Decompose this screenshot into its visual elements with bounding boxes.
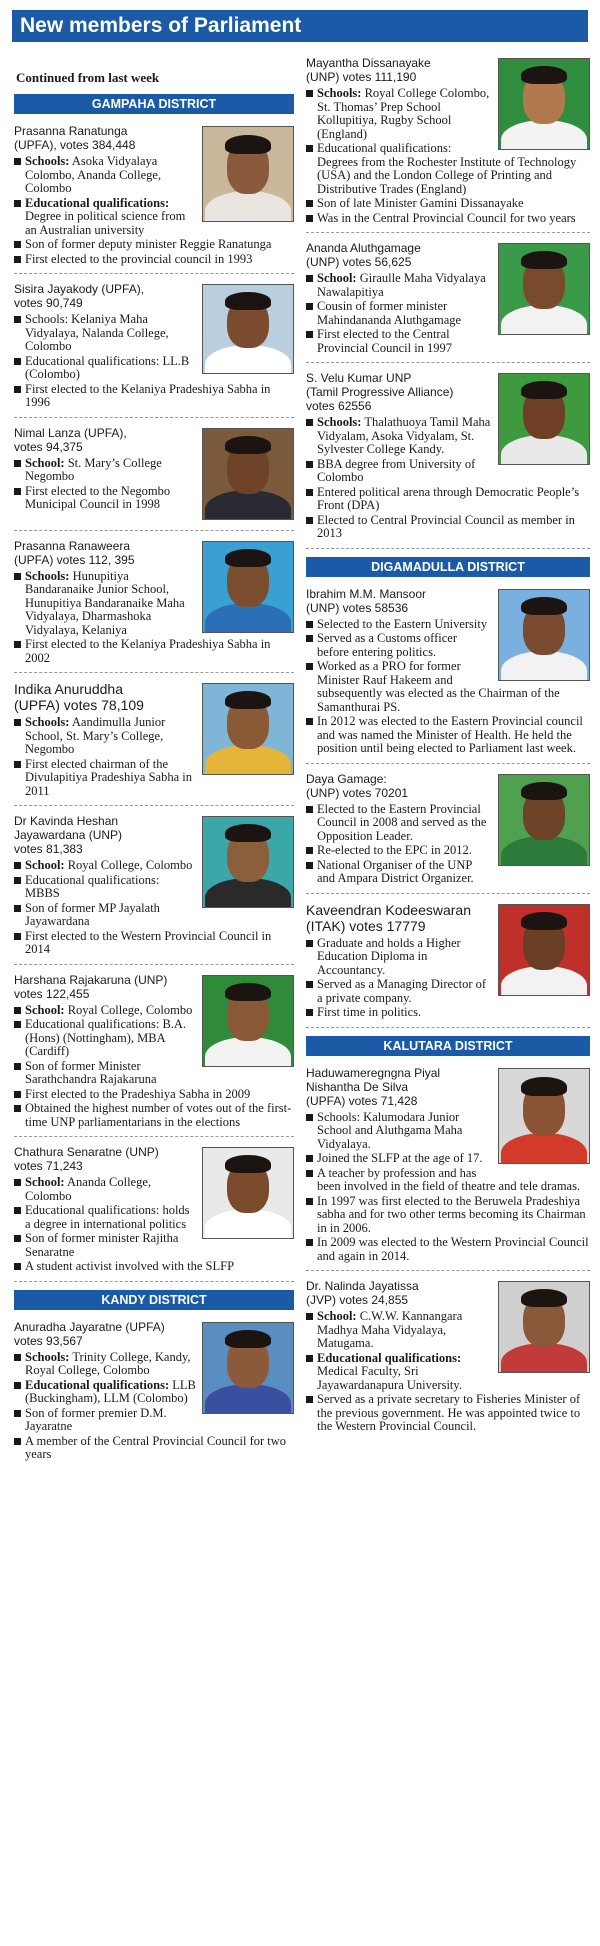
fact-item: [306, 1167, 590, 1194]
fact-text: Elected to Central Provincial Council as member in 2013: [317, 512, 575, 540]
fact-text: A teacher by profession and has been involved in the field of theatre and tele dramas.: [317, 1165, 581, 1193]
photo-hair: [225, 436, 271, 454]
fact-text: Son of former deputy minister Reggie Ranatunga: [25, 237, 272, 251]
fact-text: Son of former Minister Sarathchandra Rajakaruna: [25, 1058, 157, 1086]
left-column: [14, 60, 294, 1477]
fact-item: [14, 1232, 294, 1259]
fact-text: Royal College, Colombo: [64, 1002, 193, 1017]
member-facts: [306, 272, 590, 355]
member-facts: [14, 1351, 294, 1462]
fact-text: Ananda College, Colombo: [25, 1175, 152, 1203]
member-facts: [14, 859, 294, 957]
member-name-line: Nimal Lanza (UPFA),: [14, 425, 127, 440]
fact-label: Schools:: [25, 1349, 70, 1364]
fact-item: [306, 87, 590, 141]
member-facts: [306, 803, 590, 886]
continued-note: Continued from last week: [16, 70, 160, 85]
fact-text: Obtained the highest number of votes out of the first-time UNP parliamentarians in the elections: [25, 1101, 292, 1129]
member-facts: [14, 313, 294, 410]
member-entry: [14, 681, 294, 806]
fact-text: St. Mary’s College Negombo: [25, 455, 162, 483]
member-name-line: Dr Kavinda Heshan: [14, 814, 119, 828]
right-member-list: [306, 56, 590, 1441]
fact-item: [14, 1102, 294, 1129]
fact-text: Degree in political science from an Australian university: [25, 209, 186, 237]
fact-item: [14, 1351, 294, 1378]
member-name-line: Prasanna Ranaweera: [14, 538, 131, 553]
fact-label: Educational qualifications:: [25, 195, 170, 210]
fact-item: [14, 1260, 294, 1274]
fact-item: [306, 937, 590, 978]
fact-text: LLB (Buckingham), LLM (Colombo): [25, 1377, 196, 1405]
member-entry: [306, 371, 590, 549]
fact-item: [14, 716, 294, 757]
member-facts: [306, 1111, 590, 1264]
fact-item: [306, 486, 590, 513]
member-name-line: Chathura Senaratne (UNP): [14, 1145, 159, 1159]
member-name-line: Daya Gamage:: [306, 771, 387, 786]
fact-text: Royal College Colombo, St. Thomas’ Prep School Kollupitiya, Rugby School (England): [317, 86, 490, 141]
fact-text: First elected to the provincial council in 1993: [25, 251, 253, 266]
fact-item: [14, 253, 294, 267]
fact-text: C.W.W. Kannangara Madhya Maha Vidyalaya, Matugama.: [317, 1309, 463, 1350]
member-name-line: (UNP) votes 111,190: [306, 70, 417, 84]
fact-label: Schools:: [25, 154, 70, 168]
member-facts: [306, 618, 590, 756]
member-name-line: (UNP) votes 56,625: [306, 255, 412, 269]
fact-item: [306, 1393, 590, 1434]
fact-item: [14, 238, 294, 252]
member-facts: [14, 155, 294, 266]
member-entry: [14, 973, 294, 1138]
fact-item: [306, 212, 590, 226]
member-entry: [306, 587, 590, 764]
member-entry: [306, 1066, 590, 1272]
fact-text: In 2009 was elected to the Western Provincial Council and again in 2014.: [317, 1235, 589, 1263]
member-entry: [14, 539, 294, 674]
photo-hair: [521, 597, 567, 615]
fact-text: Trinity College, Kandy, Royal College, Colombo: [25, 1349, 191, 1377]
member-name-line: (UPFA) votes 71,428: [306, 1093, 418, 1108]
member-name-line: Jayawardana (UNP): [14, 828, 123, 842]
fact-text: A student activist involved with the SLFP: [25, 1259, 235, 1273]
fact-text: Son of former minister Rajitha Senaratne: [25, 1231, 179, 1259]
photo-hair: [225, 824, 271, 842]
fact-label: Educational qualifications:: [25, 1377, 170, 1392]
member-name-line: votes 81,383: [14, 842, 83, 856]
fact-label: School:: [317, 1309, 357, 1323]
fact-text: Worked as a PRO for former Minister Rauf Hakeem and subsequently was elected as the Chairman of the Samanthurai PS.: [317, 659, 560, 714]
member-name-line: Sisira Jayakody (UPFA),: [14, 282, 145, 296]
fact-text: Son of late Minister Gamini Dissanayake: [317, 196, 524, 210]
member-facts: [306, 416, 590, 541]
fact-text: Selected to the Eastern University: [317, 616, 488, 631]
fact-label: School:: [25, 858, 65, 872]
fact-text: Entered political arena through Democratic People’s Front (DPA): [317, 484, 580, 512]
fact-item: [306, 1236, 590, 1263]
fact-text: First elected to the Kelaniya Pradeshiya Sabha in 2002: [25, 637, 271, 665]
photo-hair: [225, 1155, 271, 1173]
photo-hair: [521, 381, 567, 399]
fact-text: National Organiser of the UNP and Ampara District Organizer.: [317, 857, 474, 885]
member-name-line: Prasanna Ranatunga: [14, 124, 128, 138]
fact-text: Served as a Customs officer before entering politics.: [317, 631, 458, 659]
fact-text: Re-elected to the EPC in 2012.: [317, 843, 472, 857]
fact-item: [306, 715, 590, 756]
fact-text: Educational qualifications: Degrees from the Rochester Institute of Technology (USA) and the London College of Printing and Distributive Trades (England): [317, 141, 577, 196]
member-name-line: Anuradha Jayaratne (UPFA): [14, 1319, 165, 1334]
member-entry: [14, 124, 294, 274]
fact-item: [14, 859, 294, 873]
district-header: KANDY DISTRICT: [14, 1290, 294, 1310]
fact-text: Elected to the Eastern Provincial Council in 2008 and served as the Opposition Leader.: [317, 801, 487, 843]
fact-item: [306, 978, 590, 1005]
fact-item: [14, 930, 294, 957]
district-header: KALUTARA DISTRICT: [306, 1036, 590, 1056]
member-name-line: (UNP) votes 58536: [306, 600, 409, 615]
member-name-line: (JVP) votes 24,855: [306, 1293, 409, 1307]
fact-text: Cousin of former minister Mahindananda Aluthgamage: [317, 299, 462, 327]
fact-item: [14, 1204, 294, 1231]
fact-item: [14, 485, 294, 512]
fact-text: Educational qualifications: B.A. (Hons) (Nottingham), MBA (Cardiff): [25, 1017, 187, 1058]
member-entry: [306, 902, 590, 1028]
member-name-line: votes 62556: [306, 399, 372, 413]
fact-text: Served as a private secretary to Fisheries Minister of the previous government. He was appointed twice to the Western Provincial Council.: [317, 1392, 581, 1433]
member-entry: [306, 1279, 590, 1441]
member-name-line: votes 93,567: [14, 1333, 83, 1348]
fact-item: [14, 155, 294, 196]
member-name-line: Ibrahim M.M. Mansoor: [306, 586, 427, 601]
fact-text: Schools: Kelaniya Maha Vidyalaya, Nalanda College, Colombo: [25, 312, 169, 353]
photo-hair: [521, 251, 567, 269]
member-facts: [14, 1176, 294, 1274]
fact-item: [306, 272, 590, 299]
fact-item: [14, 1176, 294, 1203]
photo-hair: [225, 135, 271, 154]
fact-item: [306, 142, 590, 196]
fact-item: [306, 618, 590, 632]
fact-item: [14, 1088, 294, 1102]
fact-item: [14, 313, 294, 354]
fact-item: [14, 197, 294, 238]
fact-item: [306, 1111, 590, 1152]
photo-hair: [521, 66, 567, 84]
member-name-line: Mayantha Dissanayake: [306, 56, 431, 70]
fact-text: Thalathuoya Tamil Maha Vidyalam, Asoka Vidyalam, St. Sylvester College Kandy.: [317, 415, 491, 456]
fact-item: [306, 328, 590, 355]
fact-label: Schools:: [317, 415, 362, 429]
fact-item: [306, 1352, 590, 1393]
fact-item: [14, 1018, 294, 1059]
fact-item: [14, 570, 294, 638]
fact-label: School:: [317, 271, 357, 285]
member-name-line: votes 71,243: [14, 1159, 83, 1173]
fact-item: [306, 1310, 590, 1351]
member-name-line: Kaveendran Kodeeswaran: [306, 901, 472, 918]
photo-hair: [225, 983, 271, 1001]
fact-item: [14, 355, 294, 382]
fact-text: A member of the Central Provincial Council for two years: [25, 1433, 287, 1461]
member-name-line: (ITAK) votes 17779: [306, 917, 426, 934]
fact-text: Educational qualifications: holds a degree in international politics: [25, 1203, 190, 1231]
fact-text: First elected to the Kelaniya Pradeshiya Sabha in 1996: [25, 381, 271, 409]
photo-hair: [225, 691, 271, 709]
fact-item: [14, 1407, 294, 1434]
member-name-line: Dr. Nalinda Jayatissa: [306, 1279, 419, 1293]
member-entry: [306, 241, 590, 363]
fact-text: First time in politics.: [317, 1005, 422, 1019]
fact-item: [306, 514, 590, 541]
member-name-line: Indika Anuruddha: [14, 681, 123, 697]
member-entry: [14, 1320, 294, 1469]
photo-hair: [521, 782, 567, 800]
fact-item: [306, 1006, 590, 1020]
fact-item: [14, 457, 294, 484]
fact-label: Schools:: [25, 568, 70, 583]
fact-text: Educational qualifications: MBBS: [25, 872, 160, 900]
fact-text: Son of former MP Jayalath Jayawardana: [25, 900, 160, 928]
fact-text: Son of former premier D.M. Jayaratne: [25, 1405, 167, 1433]
fact-item: [306, 1195, 590, 1236]
page-title: New members of Parliament: [12, 10, 588, 42]
fact-text: Joined the SLFP at the age of 17.: [317, 1151, 483, 1165]
fact-text: Graduate and holds a Higher Education Diploma in Accountancy.: [317, 935, 461, 977]
fact-text: Medical Faculty, Sri Jayawardanapura University.: [317, 1364, 462, 1392]
photo-hair: [521, 1077, 567, 1096]
member-entry: [306, 772, 590, 894]
member-name-line: Nishantha De Silva: [306, 1079, 409, 1094]
member-entry: [14, 1145, 294, 1282]
fact-item: [14, 874, 294, 901]
member-facts: [14, 716, 294, 798]
fact-item: [306, 300, 590, 327]
member-name-line: Harshana Rajakaruna (UNP): [14, 972, 168, 987]
member-name-line: (Tamil Progressive Alliance): [306, 385, 454, 399]
fact-text: In 1997 was first elected to the Beruwela Pradeshiya sabha and for two other terms becoming its Chairman in in 2006.: [317, 1193, 586, 1235]
fact-item: [14, 902, 294, 929]
fact-label: Educational qualifications:: [317, 1350, 462, 1365]
member-entry: [306, 56, 590, 233]
left-member-list: [14, 94, 294, 1469]
fact-text: First elected to the Pradeshiya Sabha in 2009: [25, 1086, 251, 1101]
member-facts: [14, 1004, 294, 1130]
member-name-line: (UPFA) votes 78,109: [14, 697, 144, 713]
fact-text: Served as a Managing Director of a private company.: [317, 977, 487, 1005]
fact-item: [14, 1435, 294, 1462]
fact-item: [306, 458, 590, 485]
member-name-line: votes 90,749: [14, 296, 83, 310]
fact-text: Asoka Vidyalaya Colombo, Ananda College, Colombo: [25, 154, 162, 195]
member-facts: [306, 87, 590, 225]
fact-text: First elected to the Central Provincial Council in 1997: [317, 327, 453, 355]
member-facts: [306, 1310, 590, 1434]
fact-text: In 2012 was elected to the Eastern Provincial council and was named the Minister of Health. He held the position until being elected to Parliament last week.: [317, 714, 583, 755]
photo-hair: [225, 292, 271, 310]
member-facts: [14, 570, 294, 666]
fact-item: [14, 1379, 294, 1406]
member-name-line: S. Velu Kumar UNP: [306, 371, 412, 385]
photo-hair: [225, 1330, 271, 1348]
fact-item: [306, 1152, 590, 1166]
district-header: GAMPAHA DISTRICT: [14, 94, 294, 114]
fact-item: [14, 758, 294, 799]
fact-text: Educational qualifications: LL.B (Colombo): [25, 353, 190, 381]
member-name-line: votes 94,375: [14, 439, 83, 454]
member-facts: [306, 937, 590, 1020]
district-header: DIGAMADULLA DISTRICT: [306, 557, 590, 577]
photo-hair: [521, 1289, 567, 1307]
fact-item: [14, 1060, 294, 1087]
fact-item: [306, 859, 590, 886]
fact-text: First elected chairman of the Divulapitiya Pradeshiya Sabha in 2011: [25, 756, 192, 798]
right-column: [306, 56, 590, 1449]
fact-text: Was in the Central Provincial Council for two years: [317, 210, 576, 225]
fact-text: Hunupitiya Bandaranaike Junior School, Hunupitiya Bandaranaike Maha Vidyalaya, Dharmashoka Vidyalaya, Kelaniya: [25, 568, 185, 637]
fact-label: School:: [25, 1175, 65, 1189]
fact-label: School:: [25, 1002, 65, 1017]
fact-text: First elected to the Western Provincial Council in 2014: [25, 928, 272, 956]
fact-text: Giraulle Maha Vidyalaya Nawalapitiya: [317, 271, 486, 299]
fact-item: [306, 844, 590, 858]
fact-item: [14, 1004, 294, 1018]
fact-label: Schools:: [25, 715, 70, 729]
member-facts: [14, 457, 294, 512]
fact-item: [306, 416, 590, 457]
photo-hair: [225, 549, 271, 567]
photo-hair: [521, 912, 567, 930]
member-entry: [14, 814, 294, 965]
member-name-line: (UNP) votes 70201: [306, 785, 409, 800]
fact-text: BBA degree from University of Colombo: [317, 456, 476, 484]
fact-text: First elected to the Negombo Municipal Council in 1998: [25, 483, 171, 511]
member-name-line: (UPFA), votes 384,448: [14, 138, 136, 152]
fact-text: Aandimulla Junior School, St. Mary’s College, Negombo: [25, 715, 166, 756]
fact-item: [14, 638, 294, 665]
fact-item: [306, 632, 590, 659]
member-entry: [14, 426, 294, 531]
member-entry: [14, 282, 294, 418]
member-name-line: votes 122,455: [14, 986, 90, 1001]
fact-item: [306, 660, 590, 714]
fact-label: Schools:: [317, 86, 362, 100]
member-name-line: Haduwameregngna Piyal: [306, 1065, 441, 1080]
fact-label: School:: [25, 455, 65, 470]
member-name-line: Ananda Aluthgamage: [306, 241, 421, 255]
fact-text: Royal College, Colombo: [64, 858, 193, 872]
fact-item: [14, 383, 294, 410]
fact-item: [306, 803, 590, 844]
fact-text: Schools: Kalumodara Junior School and Aluthgama Maha Vidyalaya.: [317, 1109, 463, 1151]
member-name-line: (UPFA) votes 112, 395: [14, 552, 135, 567]
fact-item: [306, 197, 590, 211]
